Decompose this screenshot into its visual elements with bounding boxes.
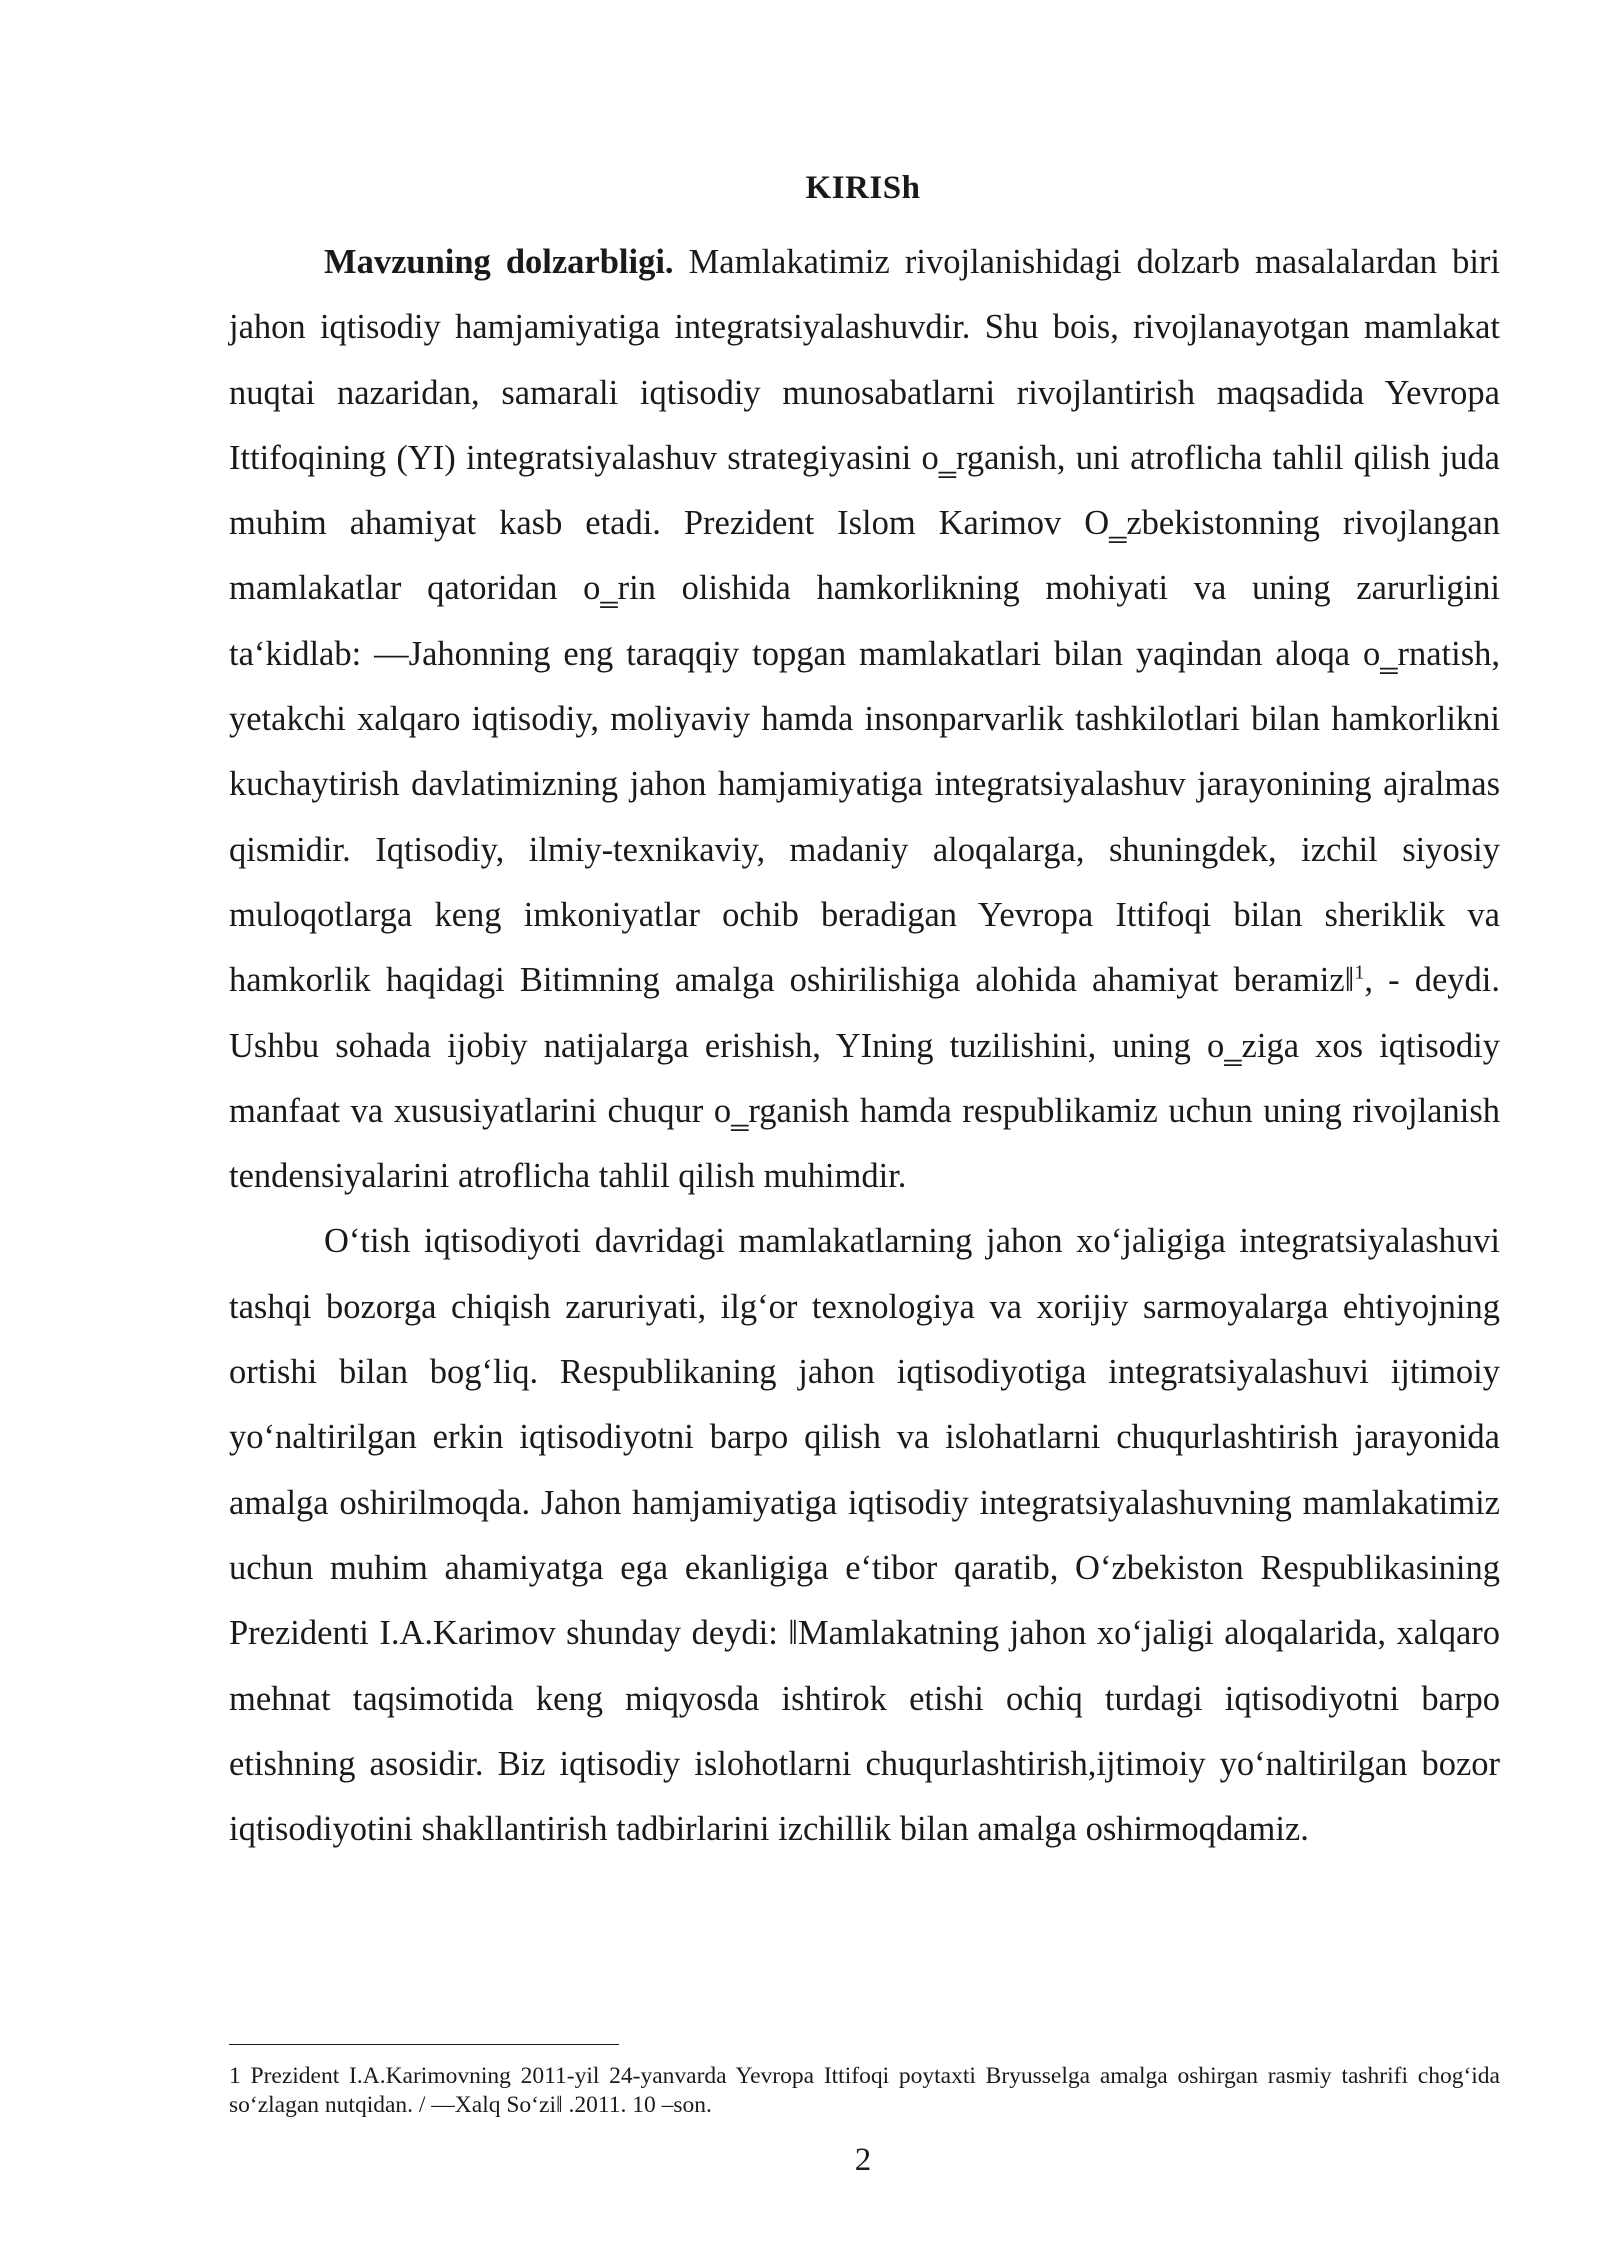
footnote: 1 Prezident I.A.Karimovning 2011-yil 24-yanvarda Yevropa Ittifoqi poytaxti Bryusselga amalga oshirgan rasmiy tashrifi chog‘ida so‘zlagan nutqidan. / ―Xalq So‘zi‖ .2011. 10 –son. [229,2063,1500,2118]
footnote-reference[interactable]: 1 [1354,961,1365,984]
body-text [229,230,1500,1862]
footnote-separator [229,2044,619,2045]
paragraph-lead: Mavzuning dolzarbligi. [324,243,674,281]
paragraph-text: Mamlakatimiz rivojlanishidagi dolzarb masalalardan biri jahon iqtisodiy hamjamiyatiga integratsiyalashuvdir. Shu bois, rivojlanayotgan mamlakat nuqtai nazaridan, samarali iqtisodiy munosabatlarni rivojlantirish maqsadida Yevropa Ittifoqining (YI) integratsiyalashuv strategiyasini o‗rganish, uni atroflicha tahlil qilish juda muhim ahamiyat kasb etadi. Prezident Islom Karimov O‗zbekistonning rivojlangan mamlakatlar qatoridan o‗rin olishida hamkorlikning mohiyati va uning zarurligini ta‘kidlab: ―Jahonning eng taraqqiy topgan mamlakatlari bilan yaqindan aloqa o‗rnatish, yetakchi xalqaro iqtisodiy, moliyaviy hamda insonparvarlik tashkilotlari bilan hamkorlikni kuchaytirish davlatimizning jahon hamjamiyatiga integratsiyalashuv jarayonining ajralmas qismidir. Iqtisodiy, ilmiy-texnikaviy, madaniy aloqalarga, shuningdek, izchil siyosiy muloqotlarga keng imkoniyatlar ochib beradigan Yevropa Ittifoqi bilan sheriklik va hamkorlik haqidagi Bitimning amalga oshirilishiga alohida ahamiyat beramiz‖ [229,243,1500,1000]
paragraph-text-continued: , - deydi. Ushbu sohada ijobiy natijalarga erishish, YIning tuzilishini, uning o‗ziga xos iqtisodiy manfaat va xususiyatlarini chuqur o‗rganish hamda respublikamiz uchun uning rivojlanish tendensiyalarini atroflicha tahlil qilish muhimdir. [229,961,1500,1196]
paragraph-transition-economy: O‘tish iqtisodiyoti davridagi mamlakatlarning jahon xo‘jaligiga integratsiyalashuvi tashqi bozorga chiqish zaruriyati, ilg‘or texnologiya va xorijiy sarmoyalarga ehtiyojning ortishi bilan bog‘liq. Respublikaning jahon iqtisodiyotiga integratsiyalashuvi ijtimoiy yo‘naltirilgan erkin iqtisodiyotni barpo qilish va islohatlarni chuqurlashtirish jarayonida amalga oshirilmoqda. Jahon hamjamiyatiga iqtisodiy integratsiyalashuvning mamlakatimiz uchun muhim ahamiyatga ega ekanligiga e‘tibor qaratib, O‘zbekiston Respublikasining Prezidenti I.A.Karimov shunday deydi: ‖Mamlakatning jahon xo‘jaligi aloqalarida, xalqaro mehnat taqsimotida keng miqyosda ishtirok etishi ochiq turdagi iqtisodiyotni barpo etishning asosidir. Biz iqtisodiy islohotlarni chuqurlashtirish,ijtimoiy yo‘naltirilgan bozor iqtisodiyotini shakllantirish tadbirlarini izchillik bilan amalga oshirmoqdamiz. [229,1222,1500,1849]
page-number: 2 [854,2142,872,2178]
paragraph-relevance [229,230,1500,1209]
page-title: KIRISh [805,170,921,206]
